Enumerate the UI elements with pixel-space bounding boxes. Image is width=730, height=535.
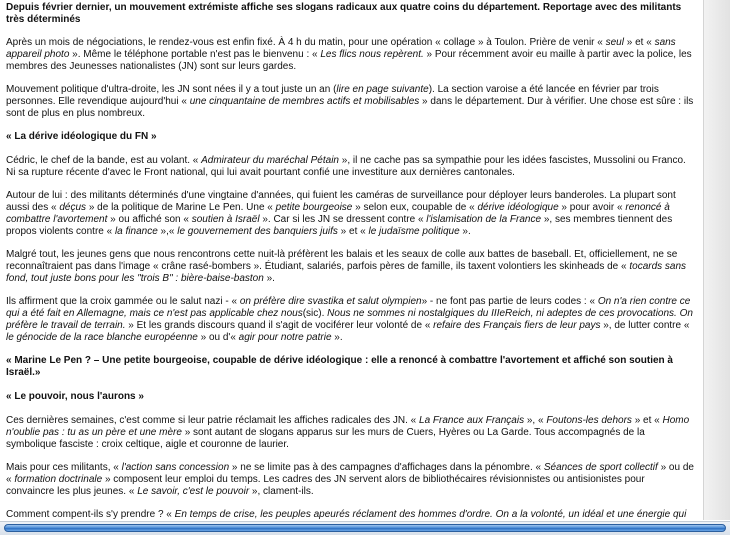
vertical-scrollbar-track[interactable] [703, 0, 730, 520]
article-body [6, 2, 694, 520]
paragraph-7: Ces dernières semaines, c'est comme si leur patrie réclamait les affiches radicales des JN. « La France aux Français », « Foutons-les dehors » et « Homo n'oublie pas : tu as un père et une mère » sont autant de slogans apparus sur les murs de Cuers, Hyères ou La Garde. Tous accompagnés de la symbolique fasciste : croix celtique, aigle et couronne de laurier. [6, 415, 690, 450]
paragraph-9: Comment compent-ils s'y prendre ? « En temps de crise, les peuples apeurés réclament des hommes d'ordre. On a la volonté, un idéal et une énergie qui [6, 509, 687, 520]
horizontal-scrollbar-thumb[interactable] [4, 524, 726, 532]
paragraph-6: Ils affirment que la croix gammée ou le salut nazi - « on préfère dire svastika et salut olympien» - ne font pas partie de leurs codes : « On n'a rien contre ce qui a été fait en Allemagne, mais ce n'est pas applicable chez nous(sic). Nous ne sommes ni nostalgiques du IIIeReich, ni adeptes de ces provocations. On préfère le travail de terrain. » Et les grands discours quand il s'agit de vociférer leur volonté de « refaire des Français fiers de leur pays », de lutter contre « le génocide de la race blanche européenne » ou d'« agir pour notre patrie ». [6, 296, 693, 343]
pull-quote: « Marine Le Pen ? – Une petite bourgeoise, coupable de dérive idéologique : elle a renoncé à combattre l'avortement et affiché son soutien à Israël.» [6, 355, 673, 378]
paragraph-3: Cédric, le chef de la bande, est au volant. « Admirateur du maréchal Pétain », il ne cache pas sa sympathie pour les idées fascistes, Mussolini ou Franco. Ni sa rupture récente d'avec le Front national, qui lui avait pourtant confié une investiture aux dernières cantonales. [6, 155, 686, 178]
paragraph-8: Mais pour ces militants, « l'action sans concession » ne se limite pas à des campagnes d'affichages dans la pénombre. « Séances de sport collectif » ou de « formation doctrinale » composent leur emploi du temps. Les cadres des JN servent alors de bibliothécaires révisionnistes ou antisionistes pour convaincre les plus jeunes. « Le savoir, c'est le pouvoir », clament-ils. [6, 462, 694, 497]
paragraph-5: Malgré tout, les jeunes gens que nous rencontrons cette nuit-là préfèrent les balais et les seaux de colle aux battes de baseball. Et, officiellement, ne se reconnaîtraient pas dans l'image « crâne rasé-bombers ». Étudiant, salariés, parfois pères de famille, ils taxent volontiers les skinheads de « tocards sans fond, tout juste bons pour les "trois B" : bière-baise-baston ». [6, 249, 687, 284]
paragraph-4: Autour de lui : des militants déterminés d'une vingtaine d'années, qui fuient les caméras de surveillance pour déployer leurs banderoles. La plupart sont aussi des « déçus » de la politique de Marine Le Pen. Une « petite bourgeoise » selon eux, coupable de « dérive idéologique » pour avoir « renoncé à combattre l'avortement » ou affiché son « soutien à Israël ». Car si les JN se dressent contre « l'islamisation de la France », ses membres tiennent des propos violents contre « la finance »,« le gouvernement des banquiers juifs » et « le judaïsme politique ». [6, 190, 676, 237]
subheading-pouvoir: « Le pouvoir, nous l'aurons » [6, 391, 144, 402]
horizontal-scrollbar[interactable] [0, 521, 730, 535]
paragraph-2: Mouvement politique d'ultra-droite, les JN sont nées il y a tout juste un an (lire en page suivante). La section varoise a été lancée en février par trois personnes. Elle revendique aujourd'hui « une cinquantaine de membres actifs et mobilisables » dans le département. Dur à vérifier. Une chose est sûre : ils sont de plus en plus nombreux. [6, 84, 694, 119]
subheading-derive: « La dérive idéologique du FN » [6, 131, 157, 142]
paragraph-1: Après un mois de négociations, le rendez-vous est enfin fixé. À 4 h du matin, pour une opération « collage » à Toulon. Prière de venir « seul » et « sans appareil photo ». Même le téléphone portable n'est pas le bienvenu : « Les flics nous repèrent. » Pour récemment avoir eu maille à partir avec la police, les membres des Jeunesses nationalistes (JN) sont sur leurs gardes. [6, 37, 692, 72]
article-lead: Depuis février dernier, un mouvement extrémiste affiche ses slogans radicaux aux quatre coins du département. Reportage avec des militants très déterminés [6, 2, 682, 25]
